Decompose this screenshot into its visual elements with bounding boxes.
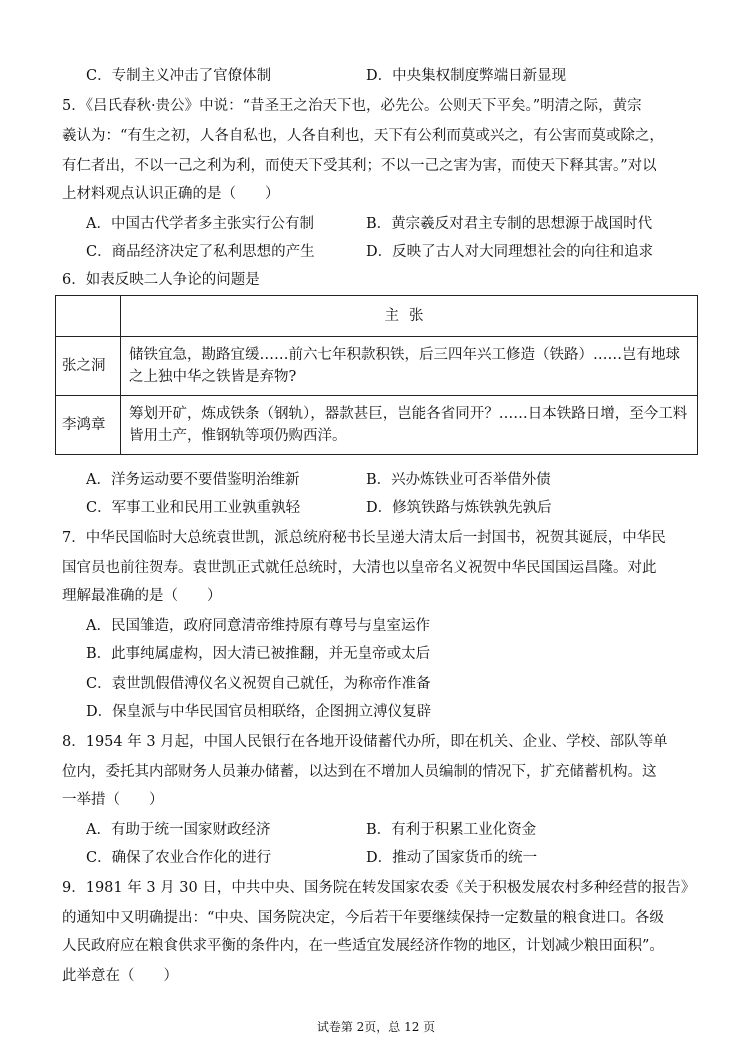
q7-option-d: D．保皇派与中华民国官员相联络，企图拥立溥仪复辟 [86, 704, 432, 720]
q4-option-c: C．专制主义冲击了官僚体制 [86, 68, 272, 84]
q5-stem-line-2: 羲认为：“有生之初，人各自私也，人各自利也，天下有公利而莫或兴之，有公害而莫或除之， [62, 128, 664, 144]
q8-stem-line-1: 8．1954 年 3 月起，中国人民银行在各地开设储蓄代办所，即在机关、企业、学校、部队等单 [62, 734, 668, 750]
table-row [56, 396, 698, 455]
q6-option-d: D．修筑铁路与炼铁孰先孰后 [366, 500, 552, 516]
table-row-text: 储铁宜急，勘路宜缓……前六七年积款积铁，后三四年兴工修造（铁路）……岂有地球之上独中华之铁皆是弃物? [121, 337, 698, 396]
table-row-name: 李鸿章 [56, 396, 121, 455]
q4-option-d: D．中央集权制度弊端日新显现 [366, 68, 567, 84]
q5-option-d: D．反映了古人对大同理想社会的向往和追求 [366, 244, 654, 260]
q8-stem-line-3: 一举措（ ） [62, 792, 164, 808]
q8-stem-line-2: 位内，委托其内部财务人员兼办储蓄，以达到在不增加人员编制的情况下，扩充储蓄机构。这 [62, 764, 657, 780]
q5-stem-line-3: 有仁者出，不以一己之利为利，而使天下受其利；不以一己之害为害，而使天下释其害。”对以 [62, 158, 657, 174]
q9-stem-line-4: 此举意在（ ） [62, 968, 178, 984]
q5-option-a: A．中国古代学者多主张实行公有制 [86, 216, 314, 232]
q7-stem-line-1: 7．中华民国临时大总统袁世凯，派总统府秘书长呈递大清太后一封国书，祝贺其诞辰，中华民 [62, 530, 666, 546]
q5-option-b: B．黄宗羲反对君主专制的思想源于战国时代 [366, 216, 653, 232]
table-row [56, 337, 698, 396]
q8-option-c: C．确保了农业合作化的进行 [86, 850, 272, 866]
table-row-name: 张之洞 [56, 337, 121, 396]
q6-option-c: C．军事工业和民用工业孰重孰轻 [86, 500, 301, 516]
table-row-text: 筹划开矿，炼成铁条（钢轨），器款甚巨，岂能各省同开？……日本铁路日增，至今工料皆用土产，惟钢轨等项仍购西洋。 [121, 396, 698, 455]
q6-stem: 6．如表反映二人争论的问题是 [62, 272, 260, 288]
q7-stem-line-2: 国官员也前往贺寿。袁世凯正式就任总统时，大清也以皇帝名义祝贺中华民国国运昌隆。对此 [62, 560, 657, 576]
q6-table [55, 295, 698, 455]
q9-stem-line-1: 9．1981 年 3 月 30 日，中共中央、国务院在转发国家农委《关于积极发展农村多种经营的报告》 [62, 880, 696, 896]
q6-option-b: B．兴办炼铁业可否举借外债 [366, 472, 551, 488]
q5-stem-line-1: 5．《吕氏春秋·贵公》中说：“昔圣王之治天下也，必先公。公则天下平矣。”明清之际，黄宗 [62, 98, 642, 114]
q5-stem-line-4: 上材料观点认识正确的是（ ） [62, 186, 280, 202]
q8-option-d: D．推动了国家货币的统一 [366, 850, 538, 866]
q9-stem-line-3: 人民政府应在粮食供求平衡的条件内，在一些适宜发展经济作物的地区，计划减少粮田面积”。 [62, 938, 664, 954]
table-header-cell: 主张 [121, 296, 698, 337]
q8-option-b: B．有利于积累工业化资金 [366, 822, 537, 838]
q7-option-b: B．此事纯属虚构，因大清已被推翻，并无皇帝或太后 [86, 646, 431, 662]
table-header-empty-cell [56, 296, 121, 337]
q6-option-a: A．洋务运动要不要借鉴明治维新 [86, 472, 300, 488]
q7-option-a: A．民国雏造，政府同意清帝维持原有尊号与皇室运作 [86, 618, 430, 634]
page-footer: 试卷第 2页，总 12 页 [316, 1020, 436, 1034]
q9-stem-line-2: 的通知中又明确提出：“中央、国务院决定，今后若干年要继续保持一定数量的粮食进口。各级 [62, 910, 664, 926]
q7-stem-line-3: 理解最准确的是（ ） [62, 588, 222, 604]
q8-option-a: A．有助于统一国家财政经济 [86, 822, 271, 838]
table-header-row [56, 296, 698, 337]
q7-option-c: C．袁世凯假借溥仪名义祝贺自己就任，为称帝作准备 [86, 676, 431, 692]
q5-option-c: C．商品经济决定了私利思想的产生 [86, 244, 315, 260]
